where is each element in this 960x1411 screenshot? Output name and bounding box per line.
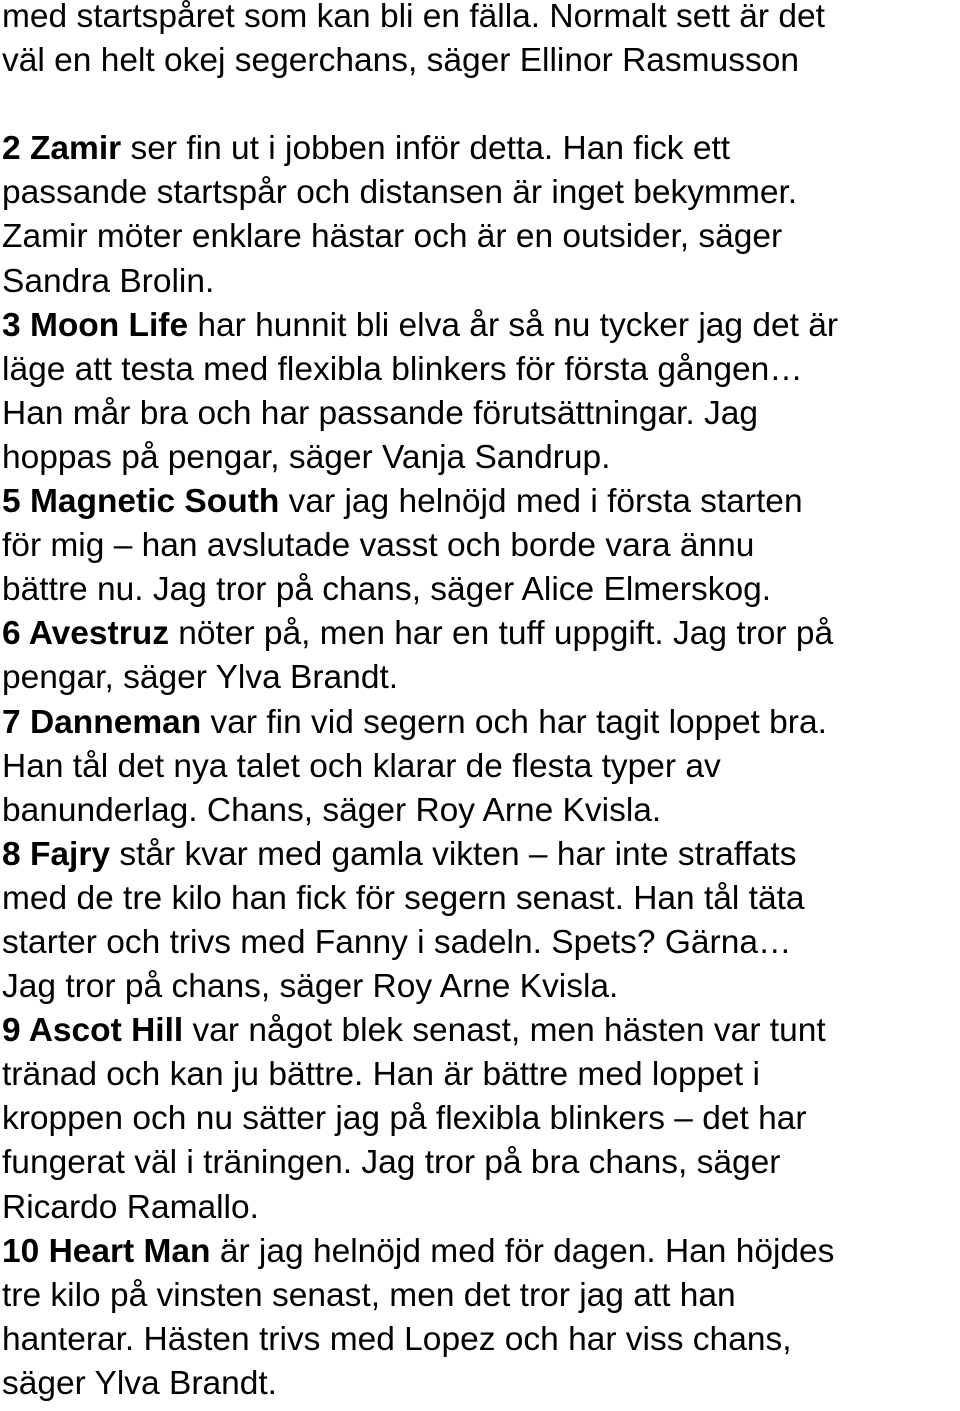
paragraph-horse-5 — [2, 480, 958, 612]
text-line — [2, 1009, 958, 1053]
horse-name: 8 Fajry — [2, 835, 111, 873]
text-line: säger Ylva Brandt. — [2, 1364, 277, 1402]
text-line: med de tre kilo han fick för segern senast. Han tål täta — [2, 879, 805, 917]
text-line: hanterar. Hästen trivs med Lopez och har viss chans, — [2, 1320, 792, 1358]
paragraph-horse-2 — [2, 127, 958, 303]
text-line — [2, 701, 958, 745]
horse-name: 10 Heart Man — [2, 1232, 211, 1270]
text-line: Han mår bra och har passande förutsättningar. Jag — [2, 394, 759, 432]
paragraph-intro — [2, 0, 958, 83]
horse-name: 9 Ascot Hill — [2, 1012, 184, 1050]
text-run: var jag helnöjd med i första starten — [279, 483, 803, 521]
horse-name: 3 Moon Life — [2, 306, 189, 344]
text-line: banunderlag. Chans, säger Roy Arne Kvisla. — [2, 791, 662, 829]
text-line: starter och trivs med Fanny i sadeln. Spets? Gärna… — [2, 923, 792, 961]
text-line: Sandra Brolin. — [2, 262, 215, 300]
text-line — [2, 127, 958, 171]
text-run: har hunnit bli elva år så nu tycker jag det är — [188, 306, 838, 344]
text-line: passande startspår och distansen är inget bekymmer. — [2, 174, 798, 212]
horse-name: 6 Avestruz — [2, 615, 169, 653]
text-run: ser fin ut i jobben inför detta. Han fick ett — [121, 130, 731, 168]
paragraph-horse-8 — [2, 833, 958, 1009]
paragraph-horse-10 — [2, 1230, 958, 1406]
text-line: hoppas på pengar, säger Vanja Sandrup. — [2, 438, 611, 476]
text-run: är jag helnöjd med för dagen. Han höjdes — [210, 1232, 835, 1270]
text-line — [2, 304, 958, 348]
text-line: Han tål det nya talet och klarar de flesta typer av — [2, 747, 721, 785]
horse-name: 7 Danneman — [2, 703, 202, 741]
text-line: Zamir möter enklare hästar och är en outsider, säger — [2, 218, 783, 256]
text-line — [2, 1230, 958, 1274]
text-line — [2, 612, 958, 656]
text-run: står kvar med gamla vikten – har inte straffats — [110, 835, 797, 873]
text-line: pengar, säger Ylva Brandt. — [2, 659, 399, 697]
text-line: tre kilo på vinsten senast, men det tror jag att han — [2, 1276, 736, 1314]
text-line: med startspåret som kan bli en fälla. Normalt sett är det — [2, 0, 825, 35]
text-line: läge att testa med flexibla blinkers för första gången… — [2, 350, 803, 388]
text-line: för mig – han avslutade vasst och borde vara ännu — [2, 527, 755, 565]
text-line: fungerat väl i träningen. Jag tror på bra chans, säger — [2, 1144, 781, 1182]
paragraph-horse-7 — [2, 701, 958, 833]
text-run: nöter på, men har en tuff uppgift. Jag tror på — [168, 615, 834, 653]
text-run: var fin vid segern och har tagit loppet bra. — [201, 703, 827, 741]
text-run: var något blek senast, men hästen var tunt — [183, 1012, 826, 1050]
paragraph-horse-9 — [2, 1009, 958, 1229]
text-line — [2, 480, 958, 524]
paragraph-horse-3 — [2, 304, 958, 480]
text-line: bättre nu. Jag tror på chans, säger Alice Elmerskog. — [2, 571, 772, 609]
text-line — [2, 833, 958, 877]
text-line: väl en helt okej segerchans, säger Ellinor Rasmusson — [2, 42, 799, 80]
paragraph-gap — [2, 83, 958, 127]
horse-name: 5 Magnetic South — [2, 483, 280, 521]
text-line: kroppen och nu sätter jag på flexibla blinkers – det har — [2, 1100, 807, 1138]
paragraph-horse-6 — [2, 612, 958, 700]
text-line: Jag tror på chans, säger Roy Arne Kvisla. — [2, 968, 619, 1006]
text-line: Ricardo Ramallo. — [2, 1188, 259, 1226]
text-line: tränad och kan ju bättre. Han är bättre med loppet i — [2, 1056, 760, 1094]
document-body — [2, 0, 958, 1406]
horse-name: 2 Zamir — [2, 130, 122, 168]
